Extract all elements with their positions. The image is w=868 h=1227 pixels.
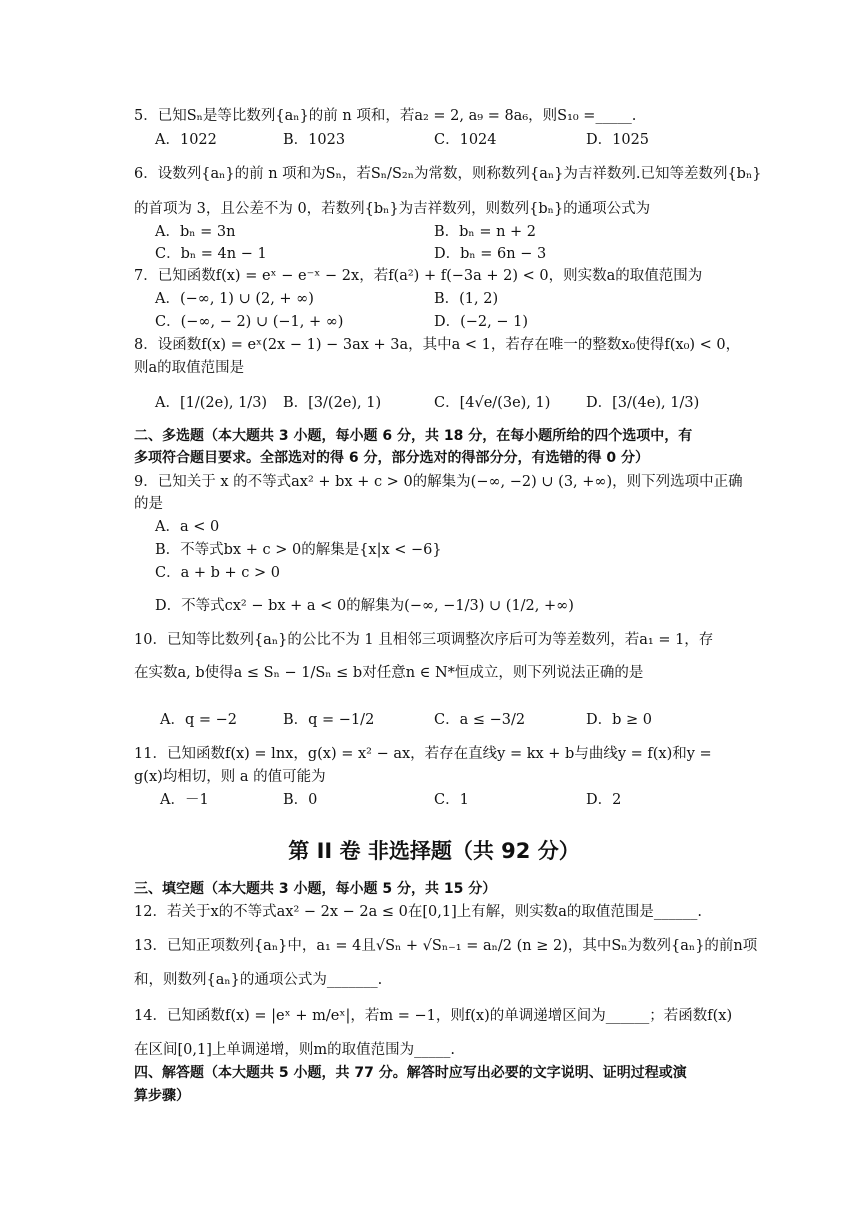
q10-option-b: B．q = −1/2 — [283, 712, 375, 728]
q13-stem-line1: 13．已知正项数列{aₙ}中，a₁ = 4且√Sₙ + √Sₙ₋₁ = aₙ/2 (n ≥ 2)，其中Sₙ为数列{aₙ}的前n项 — [134, 938, 758, 954]
q12-stem: 12．若关于x的不等式ax² − 2x − 2a ≤ 0在[0,1]上有解，则实数a的取值范围是______. — [134, 904, 702, 920]
q9-option-b: B．不等式bx + c > 0的解集是{x|x < −6} — [155, 542, 442, 558]
q7-stem: 7．已知函数f(x) = eˣ − e⁻ˣ − 2x，若f(a²) + f(−3a + 2) < 0，则实数a的取值范围为 — [134, 268, 703, 284]
q7-option-c: C．(−∞, − 2) ∪ (−1, + ∞) — [155, 314, 344, 330]
q6-option-c: C．bₙ = 4n − 1 — [155, 246, 267, 262]
q7-option-a: A．(−∞, 1) ∪ (2, + ∞) — [155, 291, 314, 307]
q5-option-c: C．1024 — [434, 132, 497, 148]
q6-option-d: D．bₙ = 6n − 3 — [434, 246, 547, 262]
q10-stem-line2: 在实数a, b使得a ≤ Sₙ − 1/Sₙ ≤ b对任意n ∈ N*恒成立，则下列说法正确的是 — [134, 665, 644, 681]
q11-option-a: A．－1 — [160, 792, 209, 808]
q10-option-c: C．a ≤ −3/2 — [434, 712, 526, 728]
q11-option-b: B．0 — [283, 792, 318, 808]
q5-option-a: A．1022 — [155, 132, 217, 148]
section2-heading-line1: 二、多选题（本大题共 3 小题，每小题 6 分，共 18 分，在每小题所给的四个选项中，有 — [134, 428, 693, 444]
part2-title: 第 II 卷 非选择题（共 92 分） — [288, 839, 580, 863]
section4-heading-line2: 算步骤） — [134, 1088, 190, 1104]
q13-stem-line2: 和，则数列{aₙ}的通项公式为_______. — [134, 972, 383, 988]
q6-option-b: B．bₙ = n + 2 — [434, 224, 537, 240]
section3-heading: 三、填空题（本大题共 3 小题，每小题 5 分，共 15 分） — [134, 881, 497, 897]
q6-option-a: A．bₙ = 3n — [155, 224, 236, 240]
q9-stem-line2: 的是 — [134, 496, 163, 512]
q10-option-a: A．q = −2 — [160, 712, 237, 728]
q5-option-d: D．1025 — [586, 132, 650, 148]
q7-option-b: B．(1, 2) — [434, 291, 499, 307]
q14-stem-line2: 在区间[0,1]上单调递增，则m的取值范围为_____. — [134, 1042, 455, 1058]
q9-option-d: D．不等式cx² − bx + a < 0的解集为(−∞, −1/3) ∪ (1/2, +∞) — [155, 598, 574, 614]
q10-stem-line1: 10．已知等比数列{aₙ}的公比不为 1 且相邻三项调整次序后可为等差数列，若a₁ = 1，存 — [134, 632, 714, 648]
q8-option-b: B．[3/(2e), 1) — [283, 395, 382, 411]
section4-heading-line1: 四、解答题（本大题共 5 小题，共 77 分。解答时应写出必要的文字说明、证明过程或演 — [134, 1065, 687, 1081]
q8-stem-line1: 8．设函数f(x) = eˣ(2x − 1) − 3ax + 3a，其中a < 1，若存在唯一的整数x₀使得f(x₀) < 0， — [134, 337, 741, 353]
q9-option-c: C．a + b + c > 0 — [155, 565, 280, 581]
q10-option-d: D．b ≥ 0 — [586, 712, 653, 728]
section2-heading-line2: 多项符合题目要求。全部选对的得 6 分，部分选对的得部分分，有选错的得 0 分） — [134, 450, 649, 466]
q11-option-c: C．1 — [434, 792, 469, 808]
q9-option-a: A．a < 0 — [155, 519, 220, 535]
q8-option-d: D．[3/(4e), 1/3) — [586, 395, 700, 411]
q5-stem: 5．已知Sₙ是等比数列{aₙ}的前 n 项和，若a₂ = 2, a₉ = 8a₆，则S₁₀ =_____. — [134, 108, 637, 124]
q8-stem-line2: 则a的取值范围是 — [134, 360, 245, 376]
q8-option-a: A．[1/(2e), 1/3) — [155, 395, 268, 411]
q6-stem-line2: 的首项为 3，且公差不为 0，若数列{bₙ}为吉祥数列，则数列{bₙ}的通项公式为 — [134, 201, 651, 217]
q11-option-d: D．2 — [586, 792, 622, 808]
q11-stem-line1: 11．已知函数f(x) = lnx，g(x) = x² − ax，若存在直线y = kx + b与曲线y = f(x)和y = — [134, 746, 712, 762]
q11-stem-line2: g(x)均相切，则 a 的值可能为 — [134, 769, 326, 785]
q14-stem-line1: 14．已知函数f(x) = |eˣ + m/eˣ|，若m = −1，则f(x)的单调递增区间为______；若函数f(x) — [134, 1008, 733, 1024]
q6-stem-line1: 6．设数列{aₙ}的前 n 项和为Sₙ，若Sₙ/S₂ₙ为常数，则称数列{aₙ}为吉祥数列.已知等差数列{bₙ} — [134, 166, 762, 182]
q9-stem-line1: 9．已知关于 x 的不等式ax² + bx + c > 0的解集为(−∞, −2) ∪ (3, +∞)，则下列选项中正确 — [134, 474, 743, 490]
q8-option-c: C．[4√e/(3e), 1) — [434, 395, 551, 411]
q5-option-b: B．1023 — [283, 132, 346, 148]
q7-option-d: D．(−2, − 1) — [434, 314, 529, 330]
